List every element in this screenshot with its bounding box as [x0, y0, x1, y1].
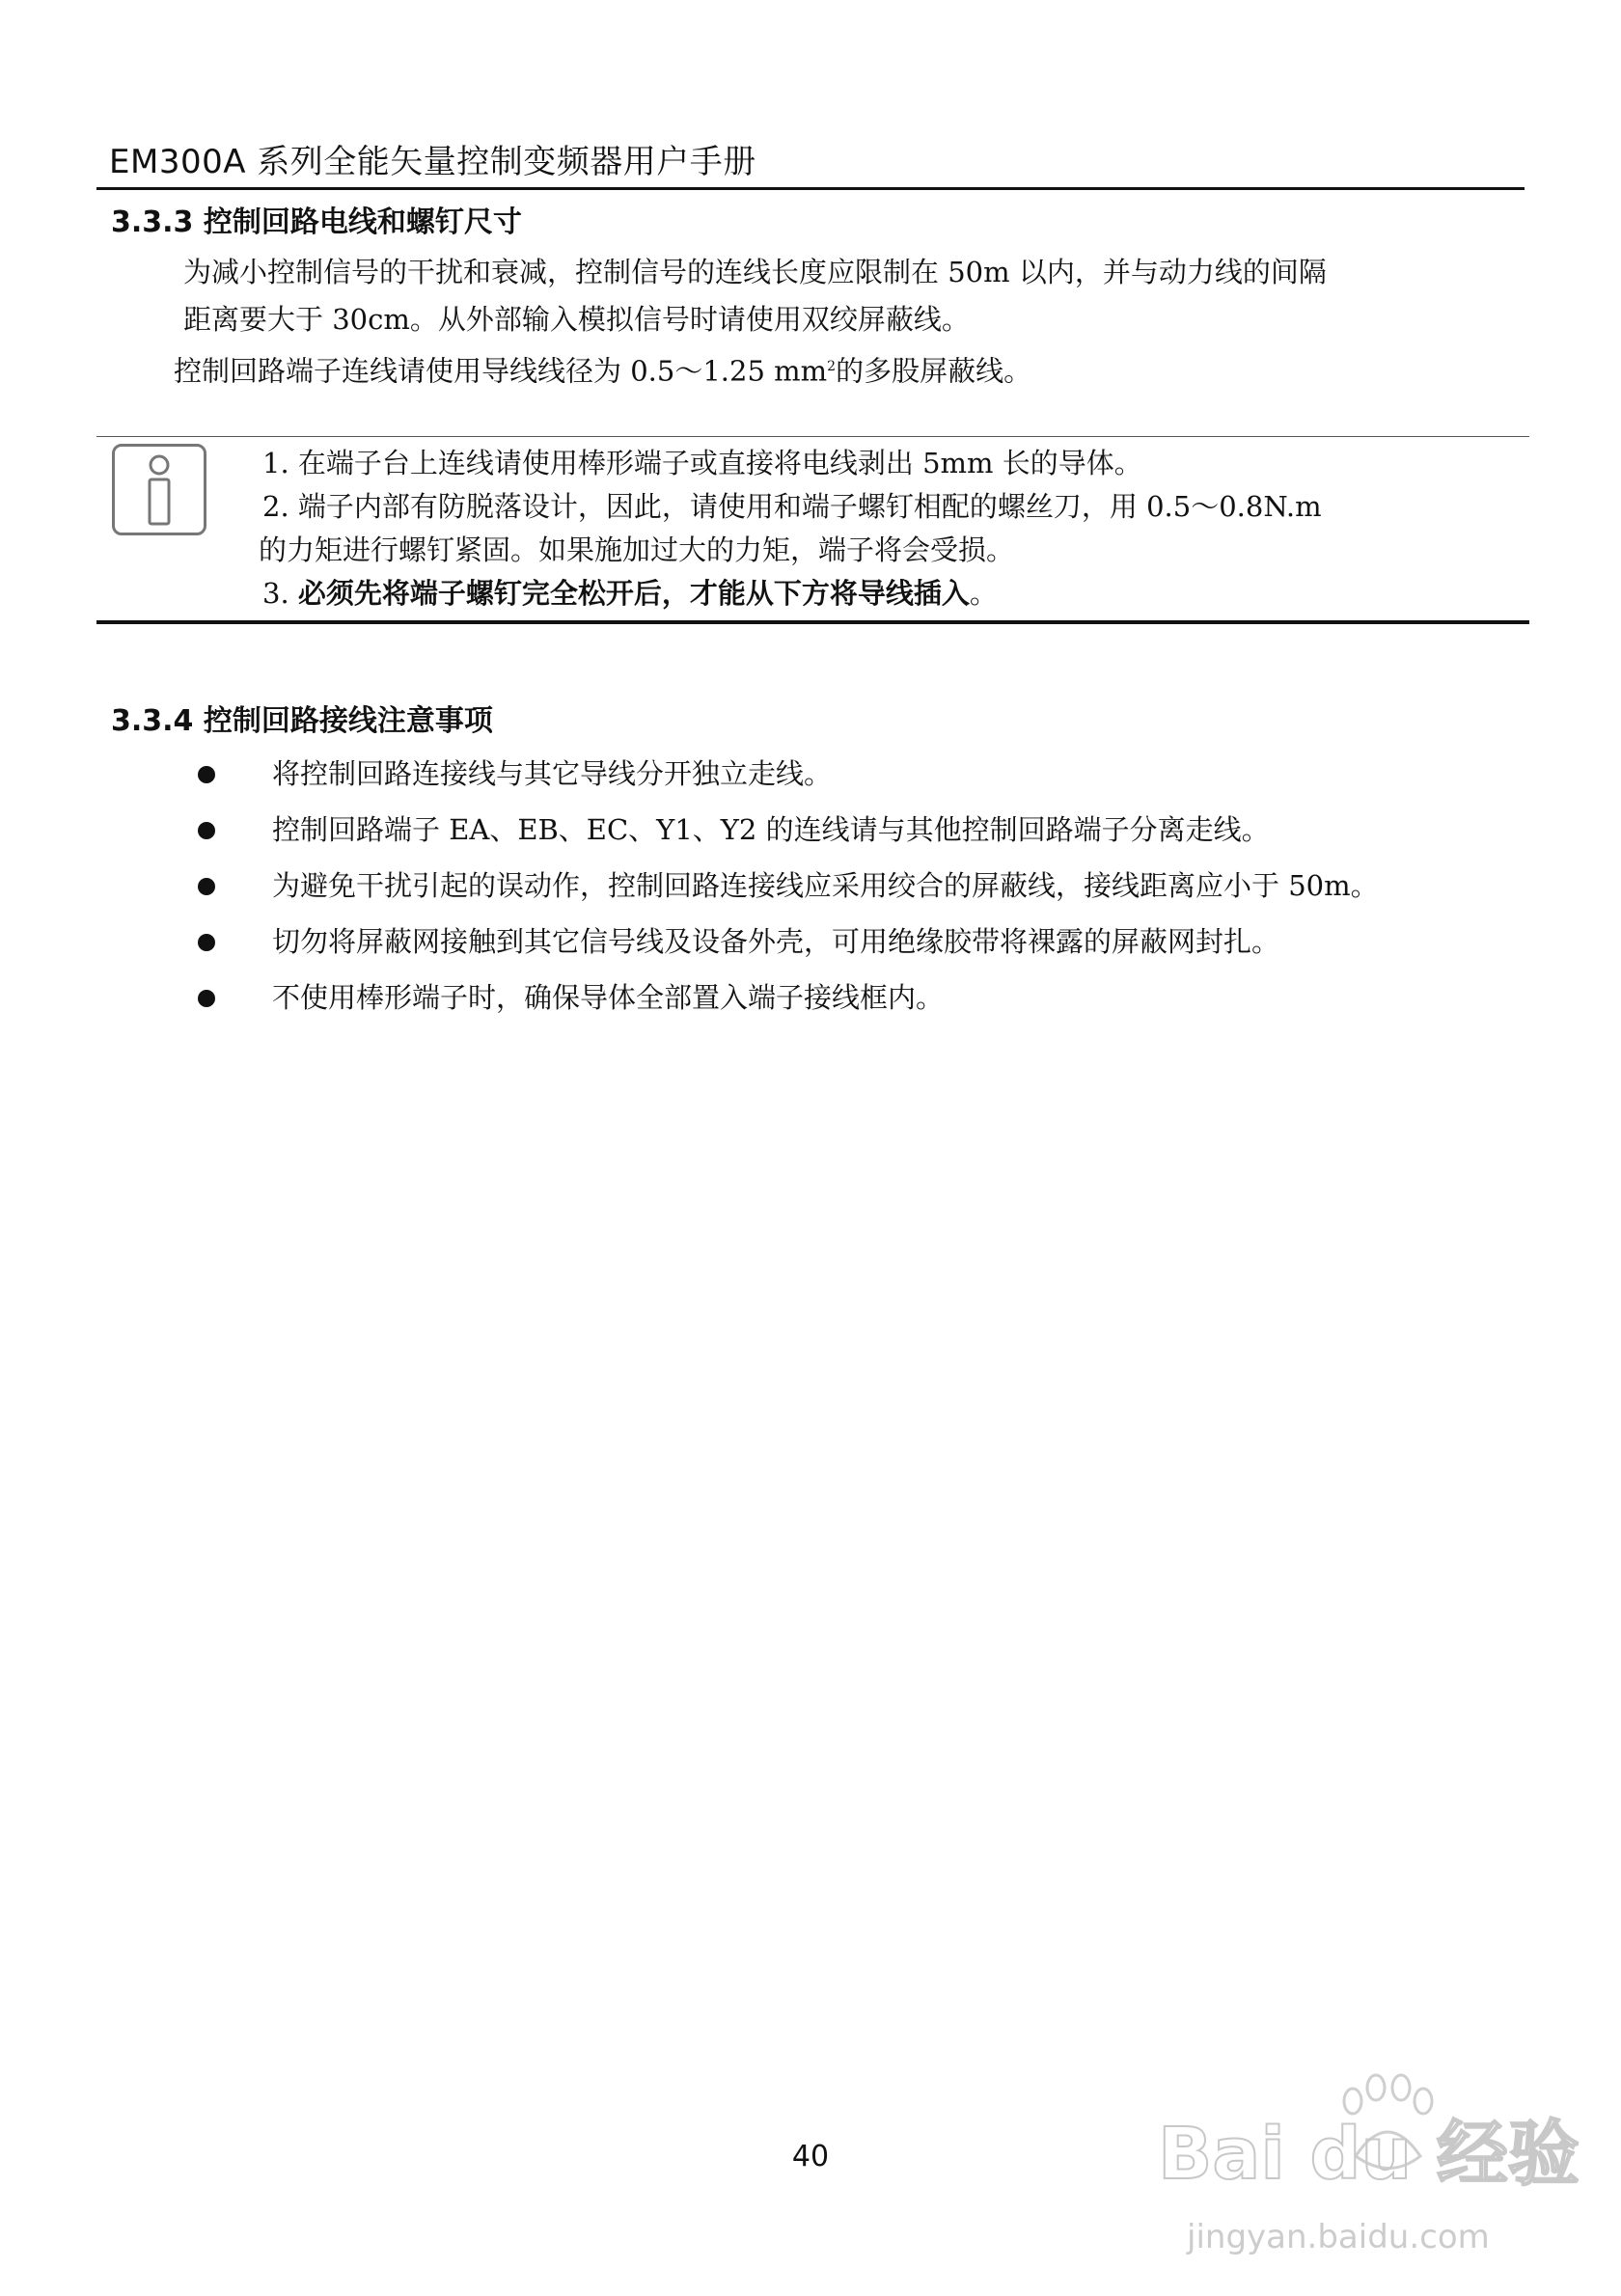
- list-item-text: 控制回路端子 EA、EB、EC、Y1、Y2 的连线请与其他控制回路端子分离走线。: [272, 813, 1270, 846]
- section-3-3-4-title: 3.3.4 控制回路接线注意事项: [111, 704, 493, 738]
- note-box: [96, 436, 1529, 625]
- section-3-3-3-paragraph-2: [174, 343, 1031, 396]
- section-3-3-3-paragraph-1: [183, 249, 1327, 343]
- list-item: [0, 864, 1621, 922]
- bullet-dot-icon: [198, 822, 215, 839]
- list-item: [0, 752, 1621, 810]
- note-line-4-suffix: 。: [969, 577, 998, 610]
- list-item: [0, 920, 1621, 978]
- note-line-3: 的力矩进行螺钉紧固。如果施加过大的力矩，端子将会受损。: [259, 533, 1015, 566]
- page-number: 40: [791, 2140, 830, 2173]
- note-line-2: 2. 端子内部有防脱落设计，因此，请使用和端子螺钉相配的螺丝刀，用 0.5～0.8N.m: [262, 490, 1322, 523]
- list-item-text: 不使用棒形端子时，确保导体全部置入端子接线框内。: [272, 981, 945, 1014]
- note-line-4: [262, 572, 1322, 615]
- wire-gauge-text-end: 的多股屏蔽线。: [836, 354, 1032, 388]
- watermark-brand-text: Bai du 经验: [1158, 2113, 1580, 2196]
- note-line-4-prefix: 3.: [262, 577, 298, 610]
- note-bottom-rule: [96, 620, 1529, 624]
- superscript-2: 2: [827, 359, 837, 374]
- header-rule: [96, 187, 1525, 190]
- note-line-1: 1. 在端子台上连线请使用棒形端子或直接将电线剥出 5mm 长的导体。: [262, 447, 1142, 479]
- note-line-4-warning: 必须先将端子螺钉完全松开后，才能从下方将导线插入: [297, 577, 970, 610]
- list-item: [0, 976, 1621, 1034]
- paragraph-line: 距离要大于 30cm。从外部输入模拟信号时请使用双绞屏蔽线。: [183, 303, 970, 336]
- list-item: [0, 808, 1621, 866]
- bullet-dot-icon: [198, 766, 215, 783]
- list-item-text: 为避免干扰引起的误动作，控制回路连接线应采用绞合的屏蔽线，接线距离应小于 50m。: [272, 869, 1379, 902]
- list-item-text: 切勿将屏蔽网接触到其它信号线及设备外壳，可用绝缘胶带将裸露的屏蔽网封扎。: [272, 925, 1280, 958]
- bullet-dot-icon: [198, 934, 215, 951]
- paragraph-line: 为减小控制信号的干扰和衰减，控制信号的连线长度应限制在 50m 以内，并与动力线的间隔: [183, 256, 1327, 288]
- baidu-jingyan-watermark: [1148, 2064, 1580, 2267]
- section-3-3-3-title: 3.3.3 控制回路电线和螺钉尺寸: [111, 205, 522, 239]
- document-header-title: EM300A 系列全能矢量控制变频器用户手册: [109, 143, 756, 181]
- watermark-url-text: jingyan.baidu.com: [1187, 2218, 1490, 2256]
- note-top-rule: [96, 436, 1529, 437]
- wire-gauge-text: 控制回路端子连线请使用导线线径为 0.5～1.25 mm: [174, 354, 828, 388]
- list-item-text: 将控制回路连接线与其它导线分开独立走线。: [272, 757, 833, 790]
- bullet-dot-icon: [198, 878, 215, 895]
- bullet-dot-icon: [198, 990, 215, 1007]
- info-icon: [112, 444, 206, 535]
- note-content: [259, 442, 1322, 615]
